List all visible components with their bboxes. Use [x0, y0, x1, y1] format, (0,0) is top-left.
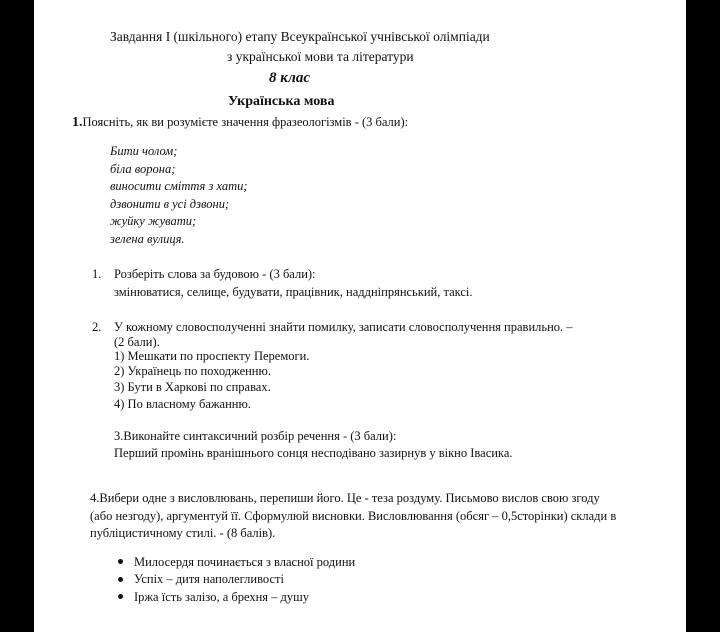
grade-title: 8 клас [269, 70, 311, 86]
section-title: Українська мова [228, 94, 335, 109]
task-3-text: У кожному словосполученні знайти помилку, записати словосполучення правильно. – [114, 320, 573, 334]
quote-item: Іржа їсть залізо, а брехня – душу [134, 590, 310, 604]
phrase-item: жуйку жувати; [110, 214, 197, 228]
error-item: 2) Українець по походженню. [114, 364, 271, 378]
phrase-item: Бити чолом; [110, 144, 178, 158]
quote-item: Милосердя починається з власної родини [134, 555, 356, 569]
task-2-number: 1. [92, 267, 102, 281]
task-1-text: Поясніть, як ви розумієте значення фразеологізмів - (3 бали): [82, 115, 409, 129]
task-5-line-2: (або незгоду), аргументуй її. Сформулюй висновки. Висловлювання (обсяг – 0,5сторінки) склади в [90, 509, 617, 523]
document-page [34, 0, 686, 632]
task-1 [72, 114, 408, 131]
phrase-item: дзвонити в усі дзвони; [110, 197, 230, 211]
error-item: 1) Мешкати по проспекту Перемоги. [114, 349, 310, 363]
bullet-icon [118, 559, 123, 564]
header-line-2: з української мови та літератури [227, 49, 414, 64]
task-1-number: 1. [72, 115, 83, 130]
phrase-item: зелена вулиця. [110, 232, 185, 246]
task-4-sentence: Перший промінь вранішнього сонця несподівано зазирнув у вікно Івасика. [114, 446, 513, 460]
bullet-icon [118, 594, 123, 599]
task-5-line-3: публіцистичному стилі. - (8 балів). [90, 526, 276, 540]
task-3-points: (2 бали). [114, 335, 160, 349]
phrase-item: біла ворона; [110, 162, 176, 176]
header-line-1: Завдання І (шкільного) етапу Всеукраїнської учнівської олімпіади [110, 29, 490, 44]
task-3-number: 2. [92, 320, 102, 334]
quote-item: Успіх – дитя наполегливості [134, 572, 284, 586]
error-item: 3) Бути в Харкові по справах. [114, 380, 271, 394]
task-2-words: змінюватися, селище, будувати, працівник, наддніпрянський, таксі. [114, 285, 473, 299]
error-item: 4) По власному бажанню. [114, 397, 251, 411]
bullet-icon [118, 577, 123, 582]
task-5-line-1: 4.Вибери одне з висловлювань, перепиши його. Це - теза роздуму. Письмово вислов свою згоду [90, 491, 600, 505]
phrase-item: виносити сміття з хати; [110, 179, 248, 193]
task-4-text: 3.Виконайте синтаксичний розбір речення - (3 бали): [114, 429, 397, 443]
task-2-text: Розберіть слова за будовою - (3 бали): [114, 267, 316, 281]
